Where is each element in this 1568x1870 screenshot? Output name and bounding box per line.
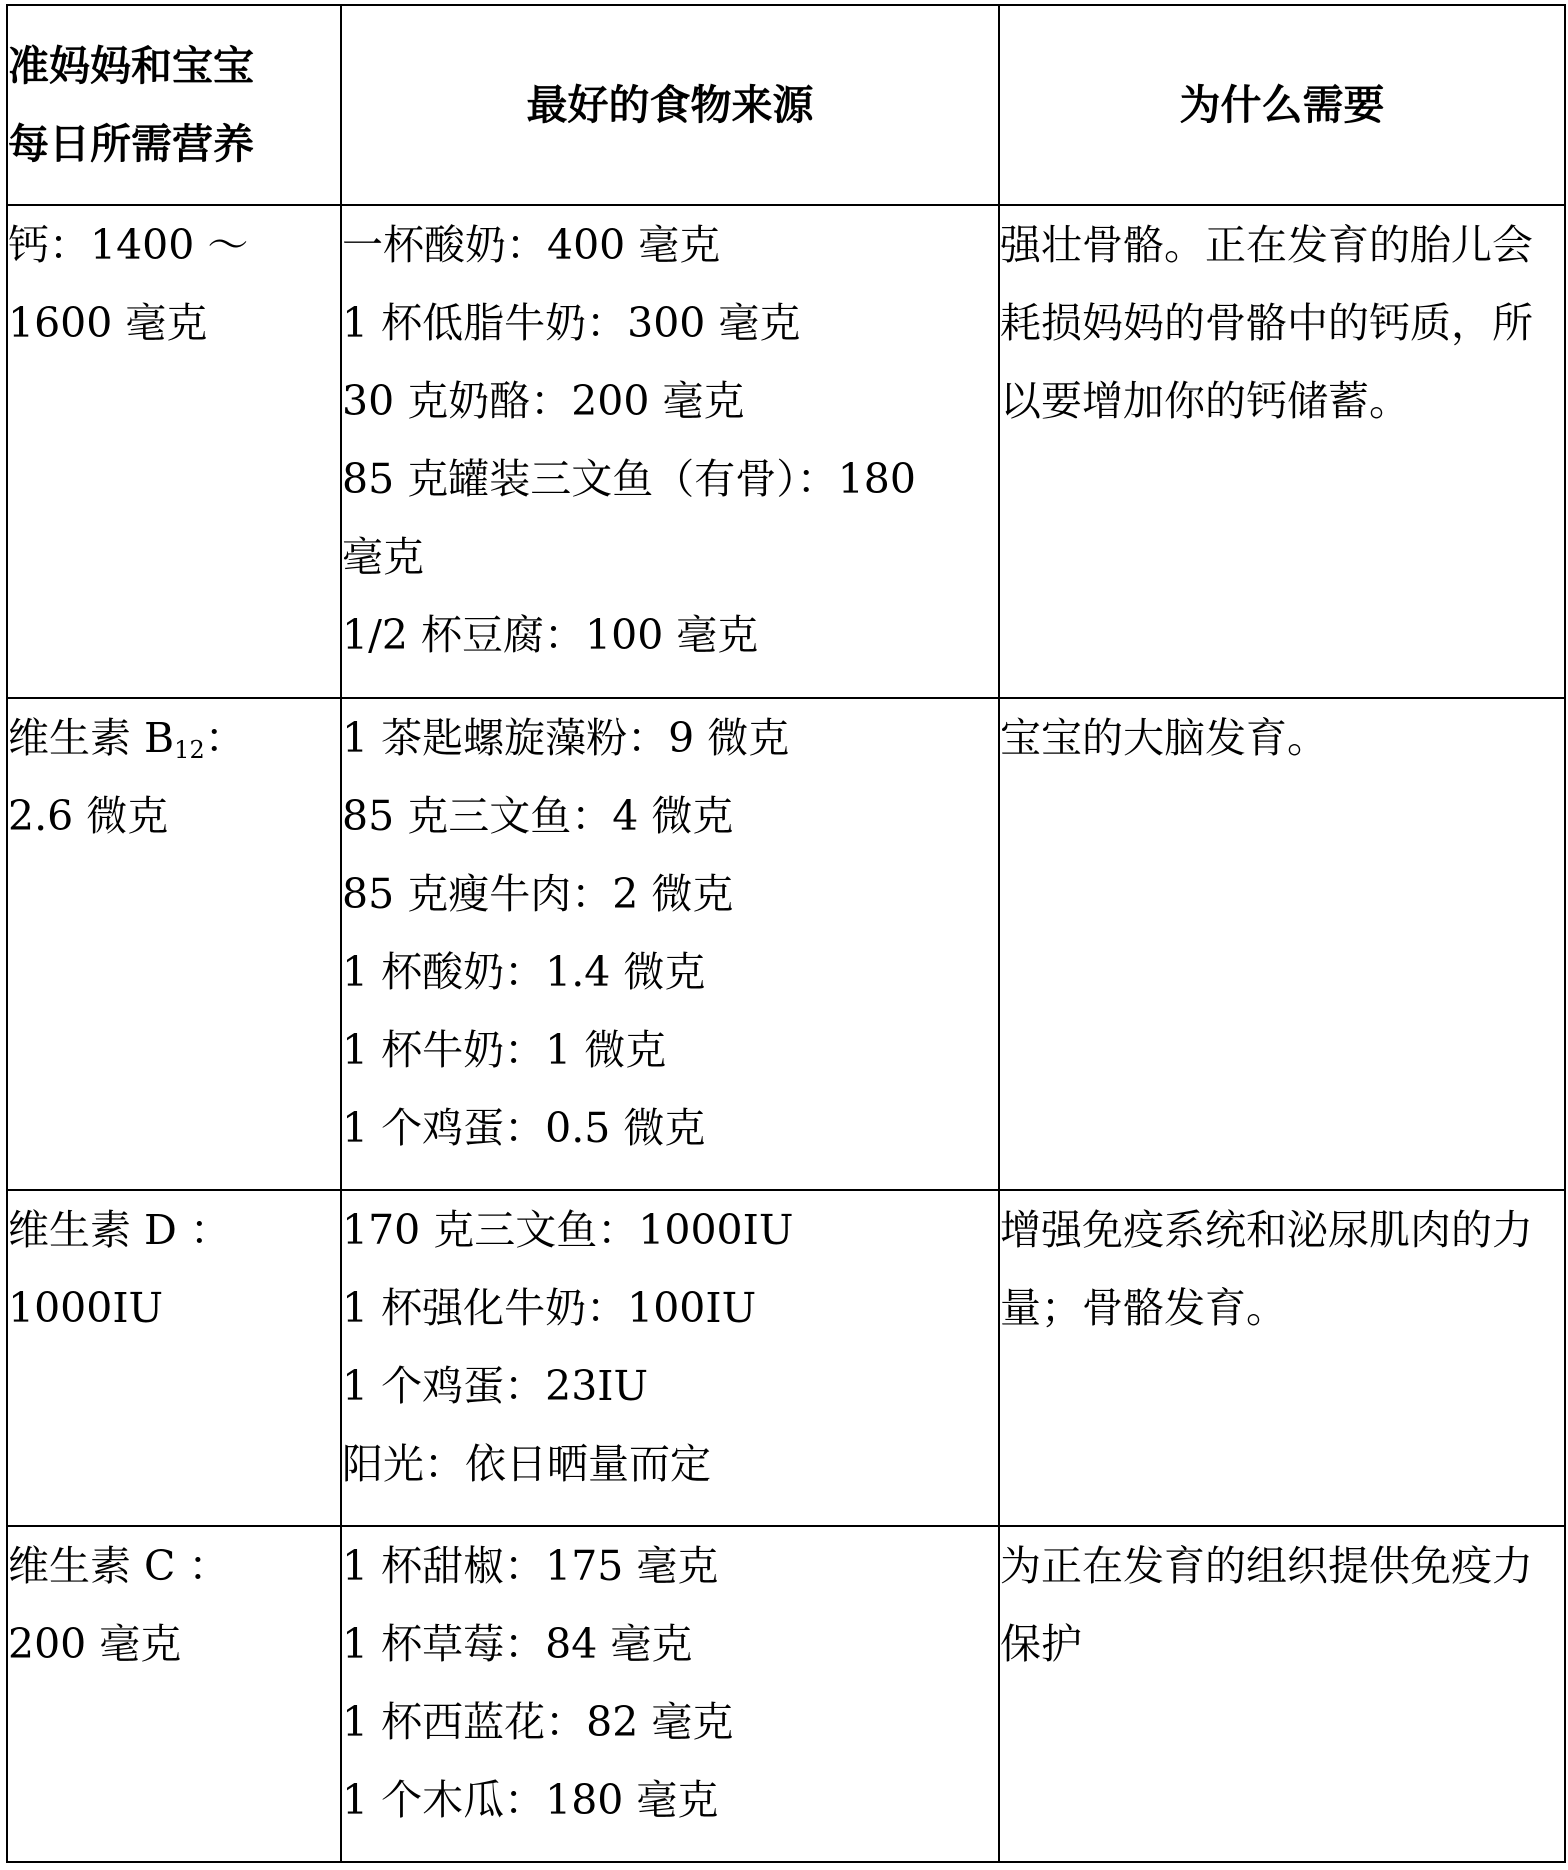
source-item: 毫克 xyxy=(342,533,424,581)
why-text: 强壮骨骼。正在发育的胎儿会耗损妈妈的骨骼中的钙质，所以要增加你的钙储蓄。 xyxy=(1000,221,1533,425)
why-text: 宝宝的大脑发育。 xyxy=(1000,714,1328,762)
source-item: 1 杯低脂牛奶：300 毫克 xyxy=(342,299,801,347)
source-item: 85 克瘦牛肉：2 微克 xyxy=(342,870,734,918)
sources-cell xyxy=(341,205,999,698)
nutrient-name-prefix: 维生素 B xyxy=(8,714,175,762)
nutrient-name xyxy=(8,699,340,777)
why-text: 增强免疫系统和泌尿肌肉的力量；骨骼发育。 xyxy=(1000,1206,1533,1332)
why-cell xyxy=(999,1190,1565,1526)
source-item: 1 杯甜椒：175 毫克 xyxy=(342,1542,719,1590)
nutrient-cell xyxy=(7,205,341,698)
nutrient-name: 维生素 D ： xyxy=(8,1206,231,1254)
header-nutrient-line-1: 准妈妈和宝宝 xyxy=(8,42,254,90)
header-nutrient xyxy=(7,5,341,205)
nutrient-amount: 1000IU xyxy=(8,1284,164,1332)
nutrition-table xyxy=(6,4,1566,1863)
header-nutrient-line-2: 每日所需营养 xyxy=(8,120,254,168)
nutrient-cell xyxy=(7,1190,341,1526)
source-item: 1 个鸡蛋：0.5 微克 xyxy=(342,1104,706,1152)
source-item: 30 克奶酪：200 毫克 xyxy=(342,377,745,425)
why-cell xyxy=(999,205,1565,698)
header-why: 为什么需要 xyxy=(999,5,1565,205)
source-item: 1 杯西蓝花：82 毫克 xyxy=(342,1698,734,1746)
source-item: 85 克罐装三文鱼（有骨）：180 xyxy=(342,455,916,503)
source-item: 1/2 杯豆腐：100 毫克 xyxy=(342,611,759,659)
sources-cell xyxy=(341,698,999,1190)
nutrient-amount: 200 毫克 xyxy=(8,1620,182,1668)
why-text: 为正在发育的组织提供免疫力保护 xyxy=(1000,1542,1533,1668)
header-sources: 最好的食物来源 xyxy=(341,5,999,205)
sources-cell xyxy=(341,1526,999,1862)
nutrient-name: 钙：1400 ～ xyxy=(8,221,249,269)
source-item: 1 杯牛奶：1 微克 xyxy=(342,1026,667,1074)
source-item: 1 杯酸奶：1.4 微克 xyxy=(342,948,706,996)
source-item: 170 克三文鱼：1000IU xyxy=(342,1206,794,1254)
sources-cell xyxy=(341,1190,999,1526)
why-cell xyxy=(999,1526,1565,1862)
source-item: 85 克三文鱼：4 微克 xyxy=(342,792,734,840)
source-item: 1 个木瓜：180 毫克 xyxy=(342,1776,719,1824)
table-row-vitamin-d xyxy=(7,1190,1565,1526)
table-row-vitamin-c xyxy=(7,1526,1565,1862)
nutrient-cell xyxy=(7,1526,341,1862)
source-item: 1 杯草莓：84 毫克 xyxy=(342,1620,693,1668)
nutrient-amount: 1600 毫克 xyxy=(8,299,208,347)
source-item: 1 个鸡蛋：23IU xyxy=(342,1362,649,1410)
nutrient-name-subscript: 12 xyxy=(174,736,205,764)
why-cell xyxy=(999,698,1565,1190)
source-item: 1 茶匙螺旋藻粉：9 微克 xyxy=(342,714,790,762)
table-row-calcium xyxy=(7,205,1565,698)
table-header-row xyxy=(7,5,1565,205)
source-item: 一杯酸奶：400 毫克 xyxy=(342,221,721,269)
nutrient-cell xyxy=(7,698,341,1190)
nutrient-name-suffix: ： xyxy=(204,714,246,762)
table-row-vitamin-b12 xyxy=(7,698,1565,1190)
nutrient-amount: 2.6 微克 xyxy=(8,792,169,840)
source-item: 1 杯强化牛奶：100IU xyxy=(342,1284,757,1332)
source-item: 阳光：依日晒量而定 xyxy=(342,1440,711,1488)
nutrient-name: 维生素 C ： xyxy=(8,1542,230,1590)
